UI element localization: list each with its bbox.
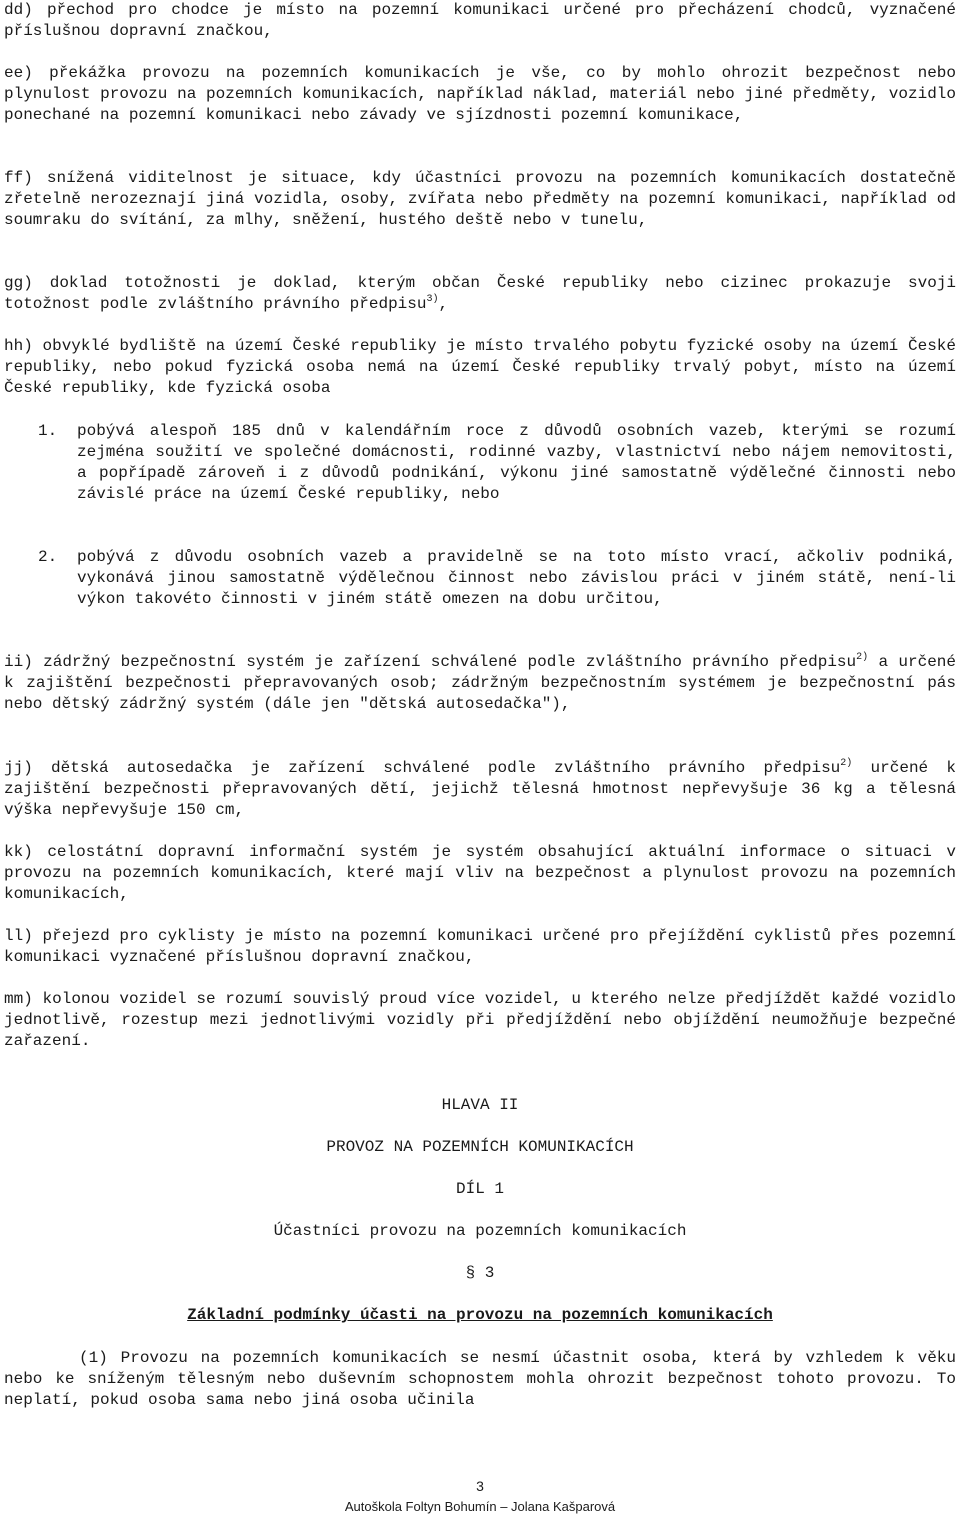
footer-author: Autoškola Foltyn Bohumín – Jolana Kašparová <box>344 1499 616 1514</box>
footnote-ref-2: 2) <box>840 758 853 769</box>
heading-hlava: HLAVA II <box>441 1096 519 1114</box>
hh-item-2-text: pobývá z důvodu osobních vazeb a pravidelně se na toto místo vrací, ačkoliv podniká, vykonává jinou samostatně výdělečnou činnost nebo závislou práci v jiném státě, není-li výkon takovéto činnosti v jiném státě omezen na dobu určitou, <box>77 548 956 608</box>
footnote-ref-3: 3) <box>426 294 439 305</box>
definition-ii <box>4 652 956 715</box>
definition-kk: kk) celostátní dopravní informační systém je systém obsahující aktuální informace o situaci v provozu na pozemních komunikacích, které mají vliv na bezpečnost a plynulost provozu na pozemních komunikacích, <box>4 843 956 903</box>
heading-provoz: PROVOZ NA POZEMNÍCH KOMUNIKACÍCH <box>326 1138 634 1156</box>
heading-dil: DÍL 1 <box>455 1180 504 1198</box>
paragraph-1: (1) Provozu na pozemních komunikacích se nesmí účastnit osoba, která by vzhledem k věku nebo ke sníženým tělesným nebo duševním schopnostem mohla ohrozit bezpečnost tohoto provozu. To neplatí, pokud osoba sama nebo jiná osoba učinila <box>4 1349 956 1409</box>
definition-jj-text-a: jj) dětská autosedačka je zařízení schválené podle zvláštního právního předpisu <box>4 759 841 777</box>
definition-ee: ee) překážka provozu na pozemních komunikacích je vše, co by mohlo ohrozit bezpečnost nebo plynulost provozu na pozemních komunikacích, například náklad, materiál nebo jiné předměty, vozidlo ponechané na pozemní komunikaci nebo závady ve sjízdnosti pozemní komunikace, <box>4 64 956 124</box>
heading-zakladni <box>0 1305 960 1326</box>
definition-mm: mm) kolonou vozidel se rozumí souvislý proud více vozidel, u kterého nelze předjíždět každé vozidlo jednotlivě, rozestup mezi jednotlivými vozidly při předjíždění nebo objíždění neumožňuje bezpečné zařazení. <box>4 990 956 1050</box>
definition-jj <box>4 758 956 821</box>
definition-ii-text-a: ii) zádržný bezpečnostní systém je zařízení schválené podle zvláštního právního předpisu <box>4 653 857 671</box>
hh-item-1-number: 1. <box>38 422 58 440</box>
heading-paragraf: § 3 <box>465 1264 495 1282</box>
definition-gg-end: , <box>438 295 449 313</box>
page-number: 3 <box>476 1478 484 1494</box>
footnote-ref-2: 2) <box>856 652 869 663</box>
hh-item-1-text: pobývá alespoň 185 dnů v kalendářním roce z důvodů osobních vazeb, kterými se rozumí zejména soužití ve společné domácnosti, rodinné vazby, vlastnictví nebo nájem nemovitosti, a popřípadě zároveň i z důvodů podnikání, výkonu jiné samostatně výdělečné činnosti nebo závislé práce na území České republiky, nebo <box>77 422 956 503</box>
definition-ll: ll) přejezd pro cyklisty je místo na pozemní komunikaci určené pro přejíždění cyklistů přes pozemní komunikaci vyznačené příslušnou dopravní značkou, <box>4 927 956 966</box>
heading-zakladni-text: Základní podmínky účasti na provozu na pozemních komunikacích <box>187 1306 773 1324</box>
hh-item-2-number: 2. <box>38 548 58 566</box>
definition-gg <box>4 273 956 315</box>
definition-gg-text: gg) doklad totožnosti je doklad, kterým občan České republiky nebo cizinec prokazuje svoji totožnost podle zvláštního právního předpisu <box>4 274 956 313</box>
heading-ucastnici: Účastníci provozu na pozemních komunikacích <box>273 1222 687 1240</box>
definition-hh: hh) obvyklé bydliště na území České republiky je místo trvalého pobytu fyzické osoby na území České republiky, nebo pokud fyzická osoba nemá na území České republiky trvalý pobyt, místo na území České republiky, kde fyzická osoba <box>4 337 956 397</box>
definition-jj-text-b: určené k zajištění bezpečnosti přepravovaných dětí, jejichž tělesná hmotnost nepřevyšuje 36 kg a tělesná výška nepřevyšuje 150 cm, <box>4 759 956 819</box>
definition-ii-text-b: a určené k zajištění bezpečnosti přepravovaných osob; zádržným bezpečnostním systémem je bezpečnostní pás nebo dětský zádržný systém (dále jen "dětská autosedačka"), <box>4 653 956 713</box>
definition-dd: dd) přechod pro chodce je místo na pozemní komunikaci určené pro přecházení chodců, vyznačené příslušnou dopravní značkou, <box>4 1 956 40</box>
definition-ff: ff) snížená viditelnost je situace, kdy účastníci provozu na pozemních komunikacích dostatečně zřetelně nerozeznají jiná vozidla, osoby, zvířata nebo předměty na pozemní komunikaci, například od soumraku do svítání, za mlhy, sněžení, hustého deště nebo v tunelu, <box>4 169 956 229</box>
